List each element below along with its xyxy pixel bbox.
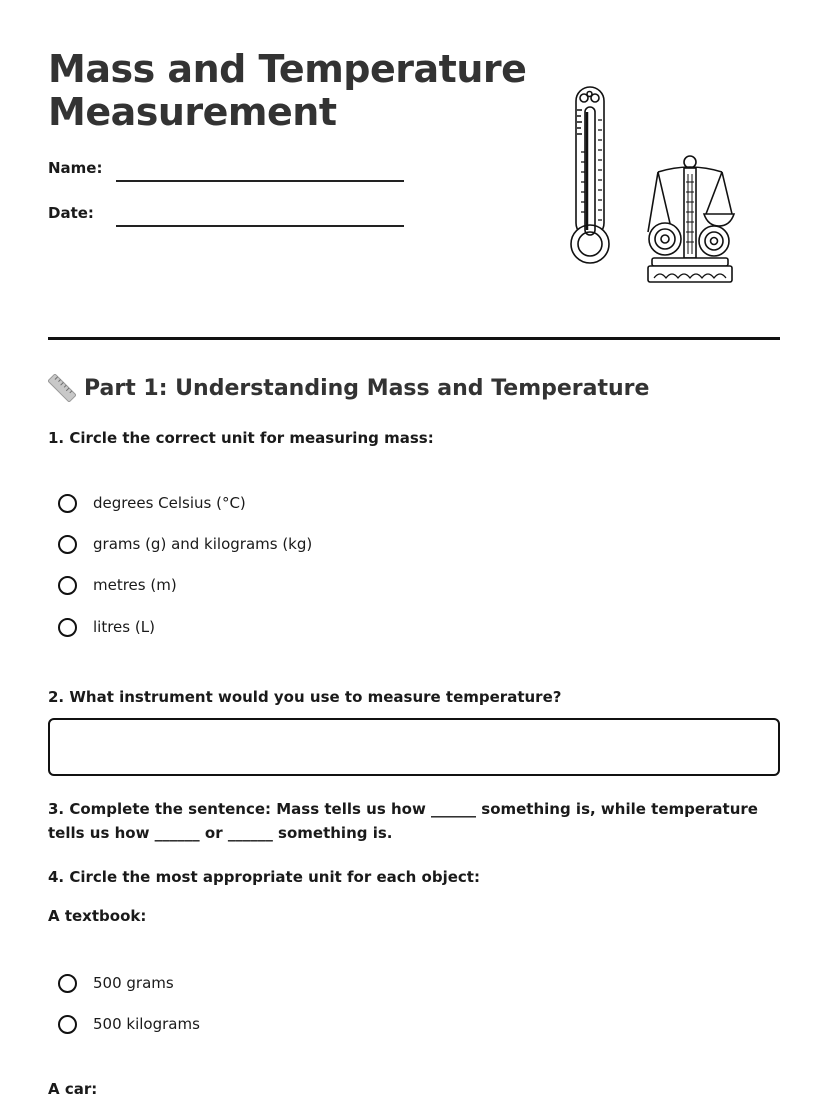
question-4: 4. Circle the most appropriate unit for each object:	[48, 868, 480, 886]
radio-circle[interactable]	[58, 494, 77, 513]
part1-heading	[48, 374, 649, 402]
q1-option-label: grams (g) and kilograms (kg)	[93, 535, 313, 553]
radio-circle[interactable]	[58, 576, 77, 595]
q4-item-label: A car:	[48, 1080, 98, 1098]
balance-scale-icon	[648, 156, 734, 282]
radio-circle[interactable]	[58, 974, 77, 993]
ruler-icon	[48, 374, 76, 402]
part1-title: Part 1: Understanding Mass and Temperature	[84, 375, 650, 401]
thermometer-icon	[571, 87, 609, 263]
q4-option[interactable]	[58, 971, 174, 995]
date-label: Date:	[48, 204, 94, 222]
name-field[interactable]	[116, 180, 404, 182]
q4-option[interactable]	[58, 1012, 200, 1036]
q1-option[interactable]	[58, 532, 312, 556]
question-1: 1. Circle the correct unit for measuring mass:	[48, 429, 434, 447]
question-2: 2. What instrument would you use to measure temperature?	[48, 688, 562, 706]
radio-circle[interactable]	[58, 1015, 77, 1034]
q1-option-label: litres (L)	[93, 618, 155, 636]
q4-item-label: A textbook:	[48, 907, 147, 925]
q4-option-label: 500 grams	[93, 974, 174, 992]
page-title: Mass and Temperature Measurement	[48, 47, 527, 134]
q1-option-label: degrees Celsius (°C)	[93, 494, 246, 512]
name-label: Name:	[48, 159, 103, 177]
radio-circle[interactable]	[58, 618, 77, 637]
q1-option[interactable]	[58, 573, 177, 597]
measurement-illustration	[560, 82, 740, 288]
q1-option[interactable]	[58, 615, 155, 639]
q2-answer-box[interactable]	[48, 718, 780, 776]
radio-circle[interactable]	[58, 535, 77, 554]
q4-option-label: 500 kilograms	[93, 1015, 200, 1033]
header-divider	[48, 337, 780, 340]
question-3: 3. Complete the sentence: Mass tells us how ______ something is, while temperature tells us how ______ or ______ something is.	[48, 800, 758, 842]
q1-option-label: metres (m)	[93, 576, 177, 594]
date-field[interactable]	[116, 225, 404, 227]
q1-option[interactable]	[58, 491, 246, 515]
